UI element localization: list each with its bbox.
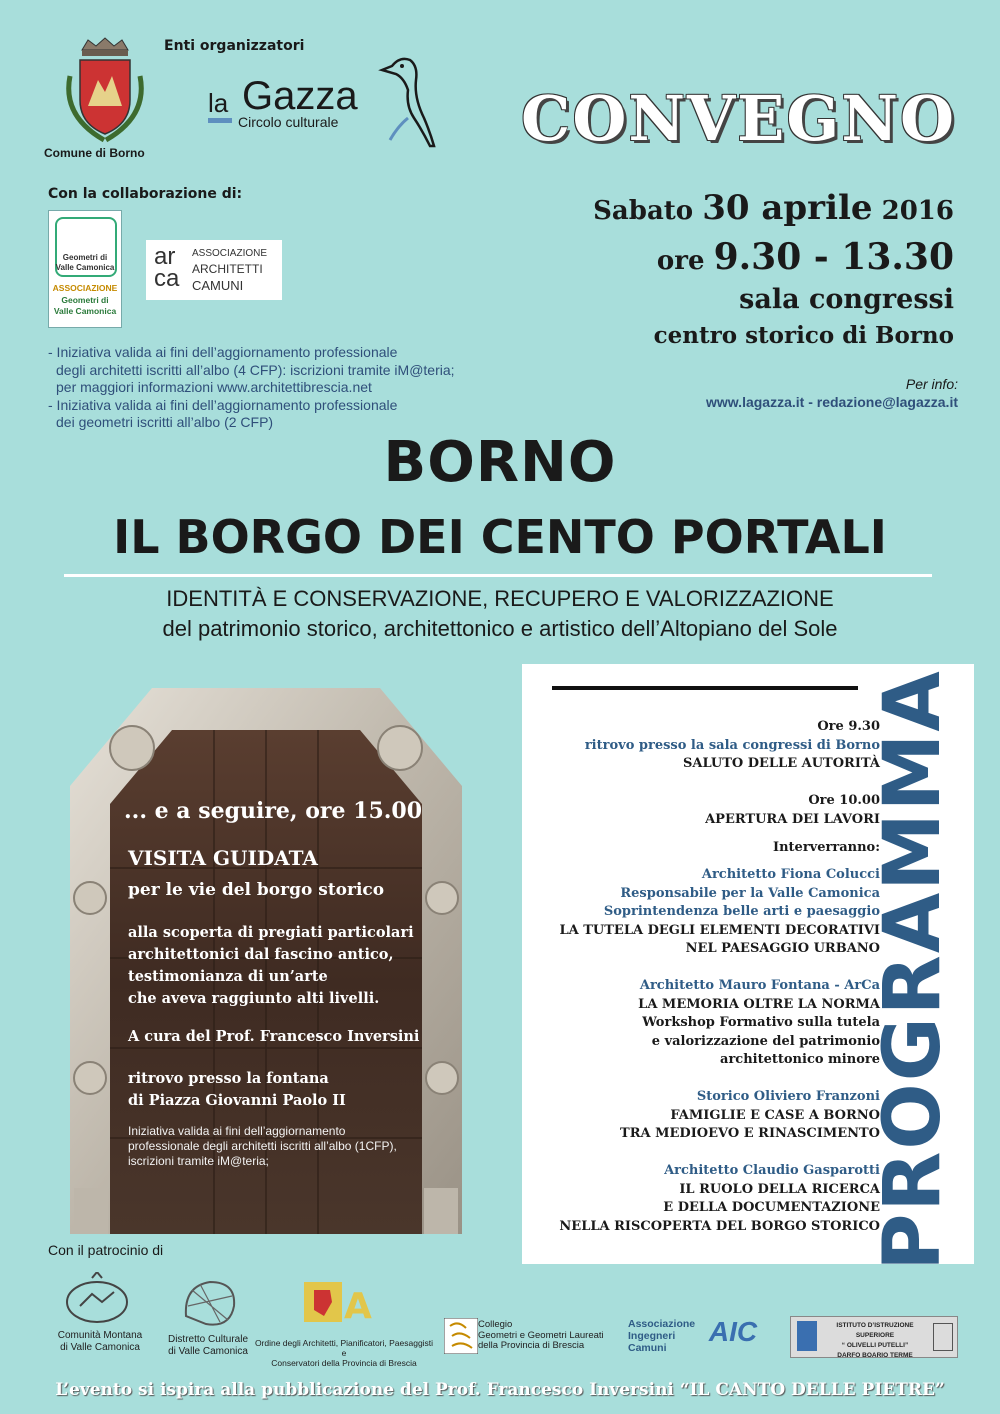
- visit-meet-line: di Piazza Giovanni Paolo II: [128, 1092, 346, 1109]
- istituto-logo: [790, 1316, 958, 1358]
- visit-time: ... e a seguire, ore 15.00: [124, 798, 423, 824]
- program-line: Responsabile per la Valle Camonica: [620, 885, 880, 901]
- cfp-line: - Iniziativa valida ai fini dell’aggiornamento professionale: [48, 396, 398, 413]
- visit-meeting-point: [128, 1068, 346, 1112]
- program-line: Workshop Formativo sulla tutela: [642, 1015, 880, 1030]
- patro-label-line: Comunità Montana: [57, 1330, 143, 1341]
- program-block-7: [559, 1162, 880, 1236]
- visit-desc-line: testimonianza di un’arte: [128, 968, 328, 985]
- event-time: [657, 236, 954, 278]
- visit-title: VISITA GUIDATA: [128, 846, 318, 870]
- date-main: 30 aprile: [702, 188, 873, 228]
- cfp-line: degli architetti iscritti all’albo (4 CFP): iscrizioni tramite iM@teria;: [56, 361, 455, 378]
- program-line: LA MEMORIA OLTRE LA NORMA: [638, 996, 880, 1012]
- program-line: Soprintendenza belle arti e paesaggio: [603, 904, 880, 919]
- geometri-logo-line2: Valle Camonica: [55, 263, 115, 272]
- distretto-culturale-label: [158, 1334, 258, 1358]
- date-day: Sabato: [593, 196, 694, 226]
- patro-label-line: Geometri e Geometri Laureati: [478, 1329, 604, 1341]
- arca-line2: ARCHITETTI: [192, 262, 263, 276]
- visit-curator: A cura del Prof. Francesco Inversini: [128, 1028, 420, 1045]
- geometri-logo: [48, 210, 122, 328]
- visit-subtitle: per le vie del borgo storico: [128, 880, 385, 900]
- patro-label-line: di Valle Camonica: [168, 1346, 248, 1357]
- magpie-bird-icon: [378, 48, 442, 148]
- ordine-architetti-label: [254, 1338, 434, 1368]
- geometri-logo-line4: Geometri di: [61, 295, 109, 305]
- date-year: 2016: [881, 196, 954, 226]
- program-block-5: [638, 977, 880, 1070]
- gazza-name: Gazza: [242, 74, 358, 118]
- gazza-accent-bar: [208, 118, 232, 123]
- time-range: 9.30 - 13.30: [713, 236, 954, 278]
- theme-line-1: IDENTITÀ E CONSERVAZIONE, RECUPERO E VALORIZZAZIONE: [166, 586, 834, 611]
- program-vertical-label: PROGRAMMA: [868, 669, 958, 1271]
- aic-label: [628, 1318, 698, 1354]
- event-place-detail: centro storico di Borno: [653, 322, 954, 349]
- arca-mark-top: ar: [154, 243, 176, 270]
- aic-mark: AIC: [708, 1316, 758, 1347]
- geometri-logo-line3: ASSOCIAZIONE: [52, 283, 118, 293]
- program-line: NELLA RISCOPERTA DEL BORGO STORICO: [559, 1218, 880, 1234]
- info-label: Per info:: [905, 376, 958, 392]
- cfp-line: dei geometri iscritti all’albo (2 CFP): [56, 414, 274, 431]
- footer-note: L’evento si ispira alla pubblicazione del Prof. Francesco Inversini “IL CANTO DELLE PIETRE”: [55, 1380, 945, 1400]
- patro-label-line: Distretto Culturale: [167, 1334, 249, 1345]
- svg-text:A: A: [344, 1286, 372, 1324]
- comunita-montana-logo: [62, 1272, 132, 1326]
- patro-label-line: Collegio: [478, 1319, 513, 1330]
- time-prefix: ore: [656, 246, 705, 276]
- ordine-architetti-logo: [302, 1280, 384, 1324]
- program-vertical-title: [868, 669, 958, 1271]
- collaboration-title: Con la collaborazione di:: [48, 186, 243, 202]
- istituto-emblem-icon: [933, 1323, 953, 1351]
- comunita-montana-label: [40, 1330, 160, 1354]
- visit-description: [128, 922, 414, 1010]
- program-line: Storico Oliviero Franzoni: [696, 1089, 880, 1104]
- visit-note-line: professionale degli architetti iscritti all’albo (1CFP),: [128, 1139, 397, 1153]
- collegio-geometri-label: [478, 1320, 604, 1352]
- title-divider: [64, 574, 932, 577]
- patro-label-line: Conservatori della Provincia di Brescia: [271, 1358, 417, 1368]
- patro-label-line: di Valle Camonica: [60, 1342, 140, 1353]
- visit-desc-line: architettonici dal fascino antico,: [128, 946, 394, 963]
- main-subtitle: IL BORGO DEI CENTO PORTALI: [113, 510, 887, 564]
- crest-label: Comune di Borno: [44, 146, 145, 160]
- collegio-geometri-logo: [444, 1318, 478, 1354]
- istituto-label: [821, 1321, 929, 1361]
- gazza-la: la: [208, 88, 229, 118]
- program-line: architettonico minore: [720, 1052, 880, 1067]
- program-line: LA TUTELA DEGLI ELEMENTI DECORATIVI: [559, 922, 880, 938]
- theme-line-2: del patrimonio storico, architettonico e artistico dell’Altopiano del Sole: [162, 616, 838, 641]
- program-line: IL RUOLO DELLA RICERCA: [679, 1181, 880, 1197]
- program-line: Architetto Mauro Fontana - ArCa: [639, 978, 880, 993]
- visit-note-line: Iniziativa valida ai fini dell’aggiornamento: [128, 1124, 346, 1138]
- patro-label-line: “ OLIVELLI PUTELLI”: [841, 1342, 909, 1349]
- program-line: SALUTO DELLE AUTORITÀ: [682, 756, 880, 771]
- info-links[interactable]: www.lagazza.it - redazione@lagazza.it: [706, 394, 958, 410]
- patro-label-line: ISTITUTO D’ISTRUZIONE SUPERIORE: [836, 1322, 914, 1339]
- patro-label-line: Ingegneri: [628, 1330, 676, 1342]
- arca-line1: ASSOCIAZIONE: [192, 248, 268, 259]
- event-date: [593, 188, 954, 228]
- program-block-4: [559, 866, 880, 959]
- program-block-2: [705, 792, 880, 829]
- patro-label-line: DARFO BOARIO TERME: [837, 1352, 913, 1359]
- patro-label-line: Associazione: [628, 1318, 696, 1330]
- program-line: APERTURA DEI LAVORI: [705, 811, 880, 827]
- program-line: TRA MEDIOEVO E RINASCIMENTO: [620, 1126, 880, 1141]
- arca-line3: CAMUNI: [192, 278, 244, 293]
- patro-label-line: Ordine degli Architetti, Pianificatori, Paesaggisti e: [254, 1338, 434, 1358]
- patrocinio-title: Con il patrocinio di: [48, 1242, 164, 1258]
- cfp-line: - Iniziativa valida ai fini dell’aggiornamento professionale: [48, 344, 398, 360]
- program-block-3: [773, 839, 880, 858]
- visit-cfp-note: [128, 1124, 397, 1169]
- distretto-culturale-logo: [180, 1276, 240, 1330]
- main-title: BORNO: [383, 430, 617, 495]
- program-rule: [552, 686, 858, 690]
- visit-meet-line: ritrovo presso la fontana: [128, 1070, 329, 1087]
- program-block-1: [585, 718, 880, 774]
- program-line: Ore 10.00: [808, 793, 880, 808]
- arca-mark-bottom: ca: [154, 265, 180, 292]
- comune-crest-logo: [60, 36, 150, 146]
- program-line: FAMIGLIE E CASE A BORNO: [670, 1107, 880, 1123]
- visit-desc-line: alla scoperta di pregiati particolari: [128, 924, 414, 941]
- program-line: Interverranno:: [773, 840, 880, 855]
- program-line: Architetto Claudio Gasparotti: [664, 1163, 880, 1178]
- visit-desc-line: che aveva raggiunto alti livelli.: [128, 990, 380, 1007]
- istituto-shield-icon: [797, 1321, 817, 1351]
- program-line: ritrovo presso la sala congressi di Borno: [584, 737, 880, 753]
- gazza-subtitle: Circolo culturale: [238, 114, 339, 130]
- program-line: Architetto Fiona Colucci: [701, 867, 880, 882]
- program-line: NEL PAESAGGIO URBANO: [685, 941, 880, 956]
- convegno-title: CONVEGNO: [520, 82, 956, 155]
- arca-logo: [146, 240, 282, 300]
- geometri-logo-line5: Valle Camonica: [53, 306, 117, 316]
- cfp-notes: [48, 344, 455, 432]
- patro-label-line: della Provincia di Brescia: [478, 1340, 585, 1351]
- geometri-logo-line1: Geometri di: [62, 253, 108, 262]
- program-line: E DELLA DOCUMENTAZIONE: [663, 1200, 880, 1215]
- cfp-line: per maggiori informazioni www.architettibrescia.net: [56, 379, 372, 396]
- program-block-6: [620, 1088, 880, 1144]
- organizers-title: Enti organizzatori: [164, 38, 305, 54]
- visit-note-line: iscrizioni tramite iM@teria;: [128, 1154, 269, 1168]
- program-line: Ore 9.30: [817, 719, 880, 734]
- program-line: e valorizzazione del patrimonio: [651, 1033, 880, 1049]
- patro-label-line: Camuni: [628, 1342, 667, 1354]
- event-place: sala congressi: [739, 284, 954, 315]
